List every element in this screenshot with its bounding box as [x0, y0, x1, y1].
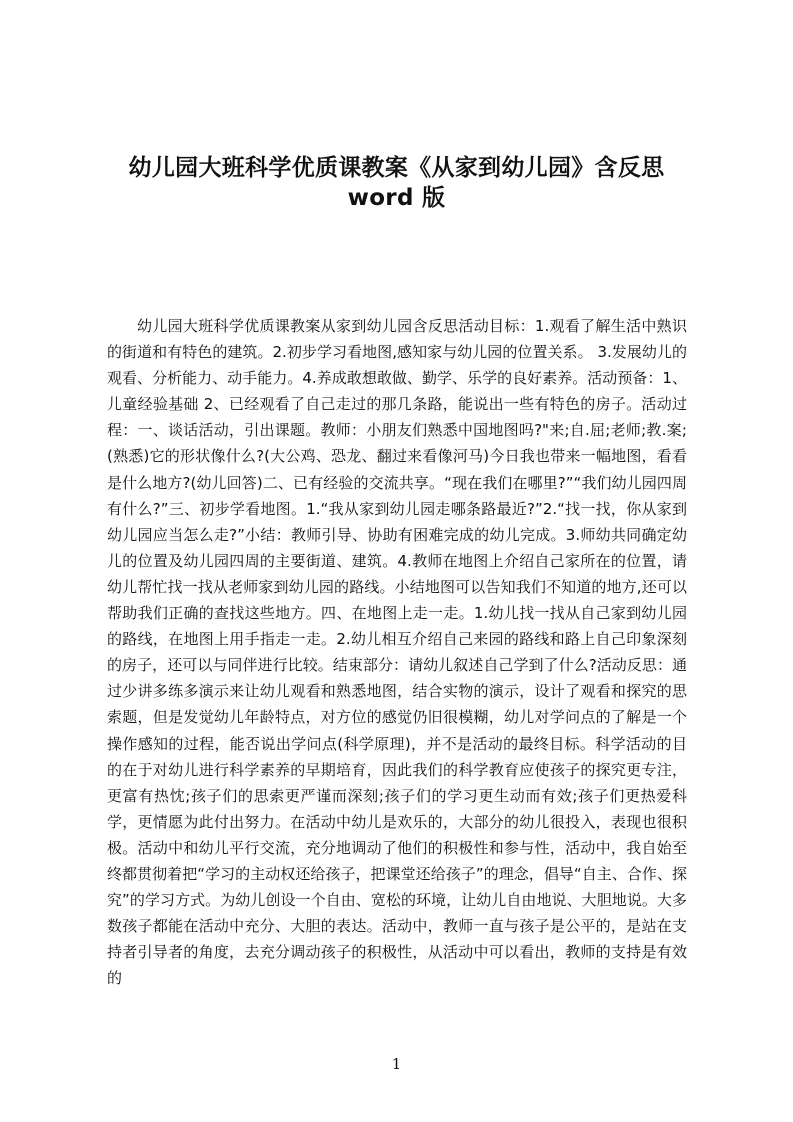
- title-line-1: 幼儿园大班科学优质课教案《从家到幼儿园》含反思: [128, 155, 665, 182]
- body-paragraph: 幼儿园大班科学优质课教案从家到幼儿园含反思活动目标：1.观看了解生活中熟识的街道和有特色的建筑。2.初步学习看地图,感知家与幼儿园的位置关系。 3.发展幼儿的观看、分析能力、动手能力。4.养成敢想敢做、勤学、乐学的良好素养。活动预备：1、儿童经验基础 2、已经观看了自己走过的那几条路，能说出一些有特色的房子。活动过程：一、谈话活动，引出课题。教师：小朋友们熟悉中国地图吗?"来;自.屈;老师;教.案;(熟悉)它的形状像什么?(大公鸡、恐龙、翻过来看像河马)今日我也带来一幅地图，看看是什么地方?(幼儿回答)二、已有经验的交流共享。“现在我们在哪里?”“我们幼儿园四周有什么?”三、初步学看地图。1.“我从家到幼儿园走哪条路最近?”2.“找一找，你从家到幼儿园应当怎么走?”小结：教师引导、协助有困难完成的幼儿完成。3.师幼共同确定幼儿的位置及幼儿园四周的主要街道、建筑。4.教师在地图上介绍自己家所在的位置，请幼儿帮忙找一找从老师家到幼儿园的路线。小结地图可以告知我们不知道的地方,还可以帮助我们正确的查找这些地方。四、在地图上走一走。1.幼儿找一找从自己家到幼儿园的路线，在地图上用手指走一走。2.幼儿相互介绍自己来园的路线和路上自己印象深刻的房子，还可以与同伴进行比较。结束部分：请幼儿叙述自己学到了什么?活动反思：通过少讲多练多演示来让幼儿观看和熟悉地图，结合实物的演示，设计了观看和探究的思索题，但是发觉幼儿年龄特点，对方位的感觉仍旧很模糊，幼儿对学问点的了解是一个操作感知的过程，能否说出学问点(科学原理)，并不是活动的最终目标。科学活动的目的在于对幼儿进行科学素养的早期培育，因此我们的科学教育应使孩子的探究更专注，更富有热忱;孩子们的思索更严谨而深刻;孩子们的学习更生动而有效;孩子们更热爱科学，更情愿为此付出努力。在活动中幼儿是欢乐的，大部分的幼儿很投入，表现也很积极。活动中和幼儿平行交流，充分地调动了他们的积极性和参与性，活动中，我自始至终都贯彻着把“学习的主动权还给孩子，把课堂还给孩子”的理念，倡导“自主、合作、探究”的学习方式。为幼儿创设一个自由、宽松的环境，让幼儿自由地说、大胆地说。大多数孩子都能在活动中充分、大胆的表达。活动中，教师一直与孩子是公平的，是站在支持者引导者的角度，去充分调动孩子的积极性，从活动中可以看出，教师的支持是有效的: [107, 317, 687, 988]
- title-line-2: word 版: [347, 185, 446, 212]
- page-number: 1: [391, 1055, 402, 1073]
- page-title: [60, 153, 733, 213]
